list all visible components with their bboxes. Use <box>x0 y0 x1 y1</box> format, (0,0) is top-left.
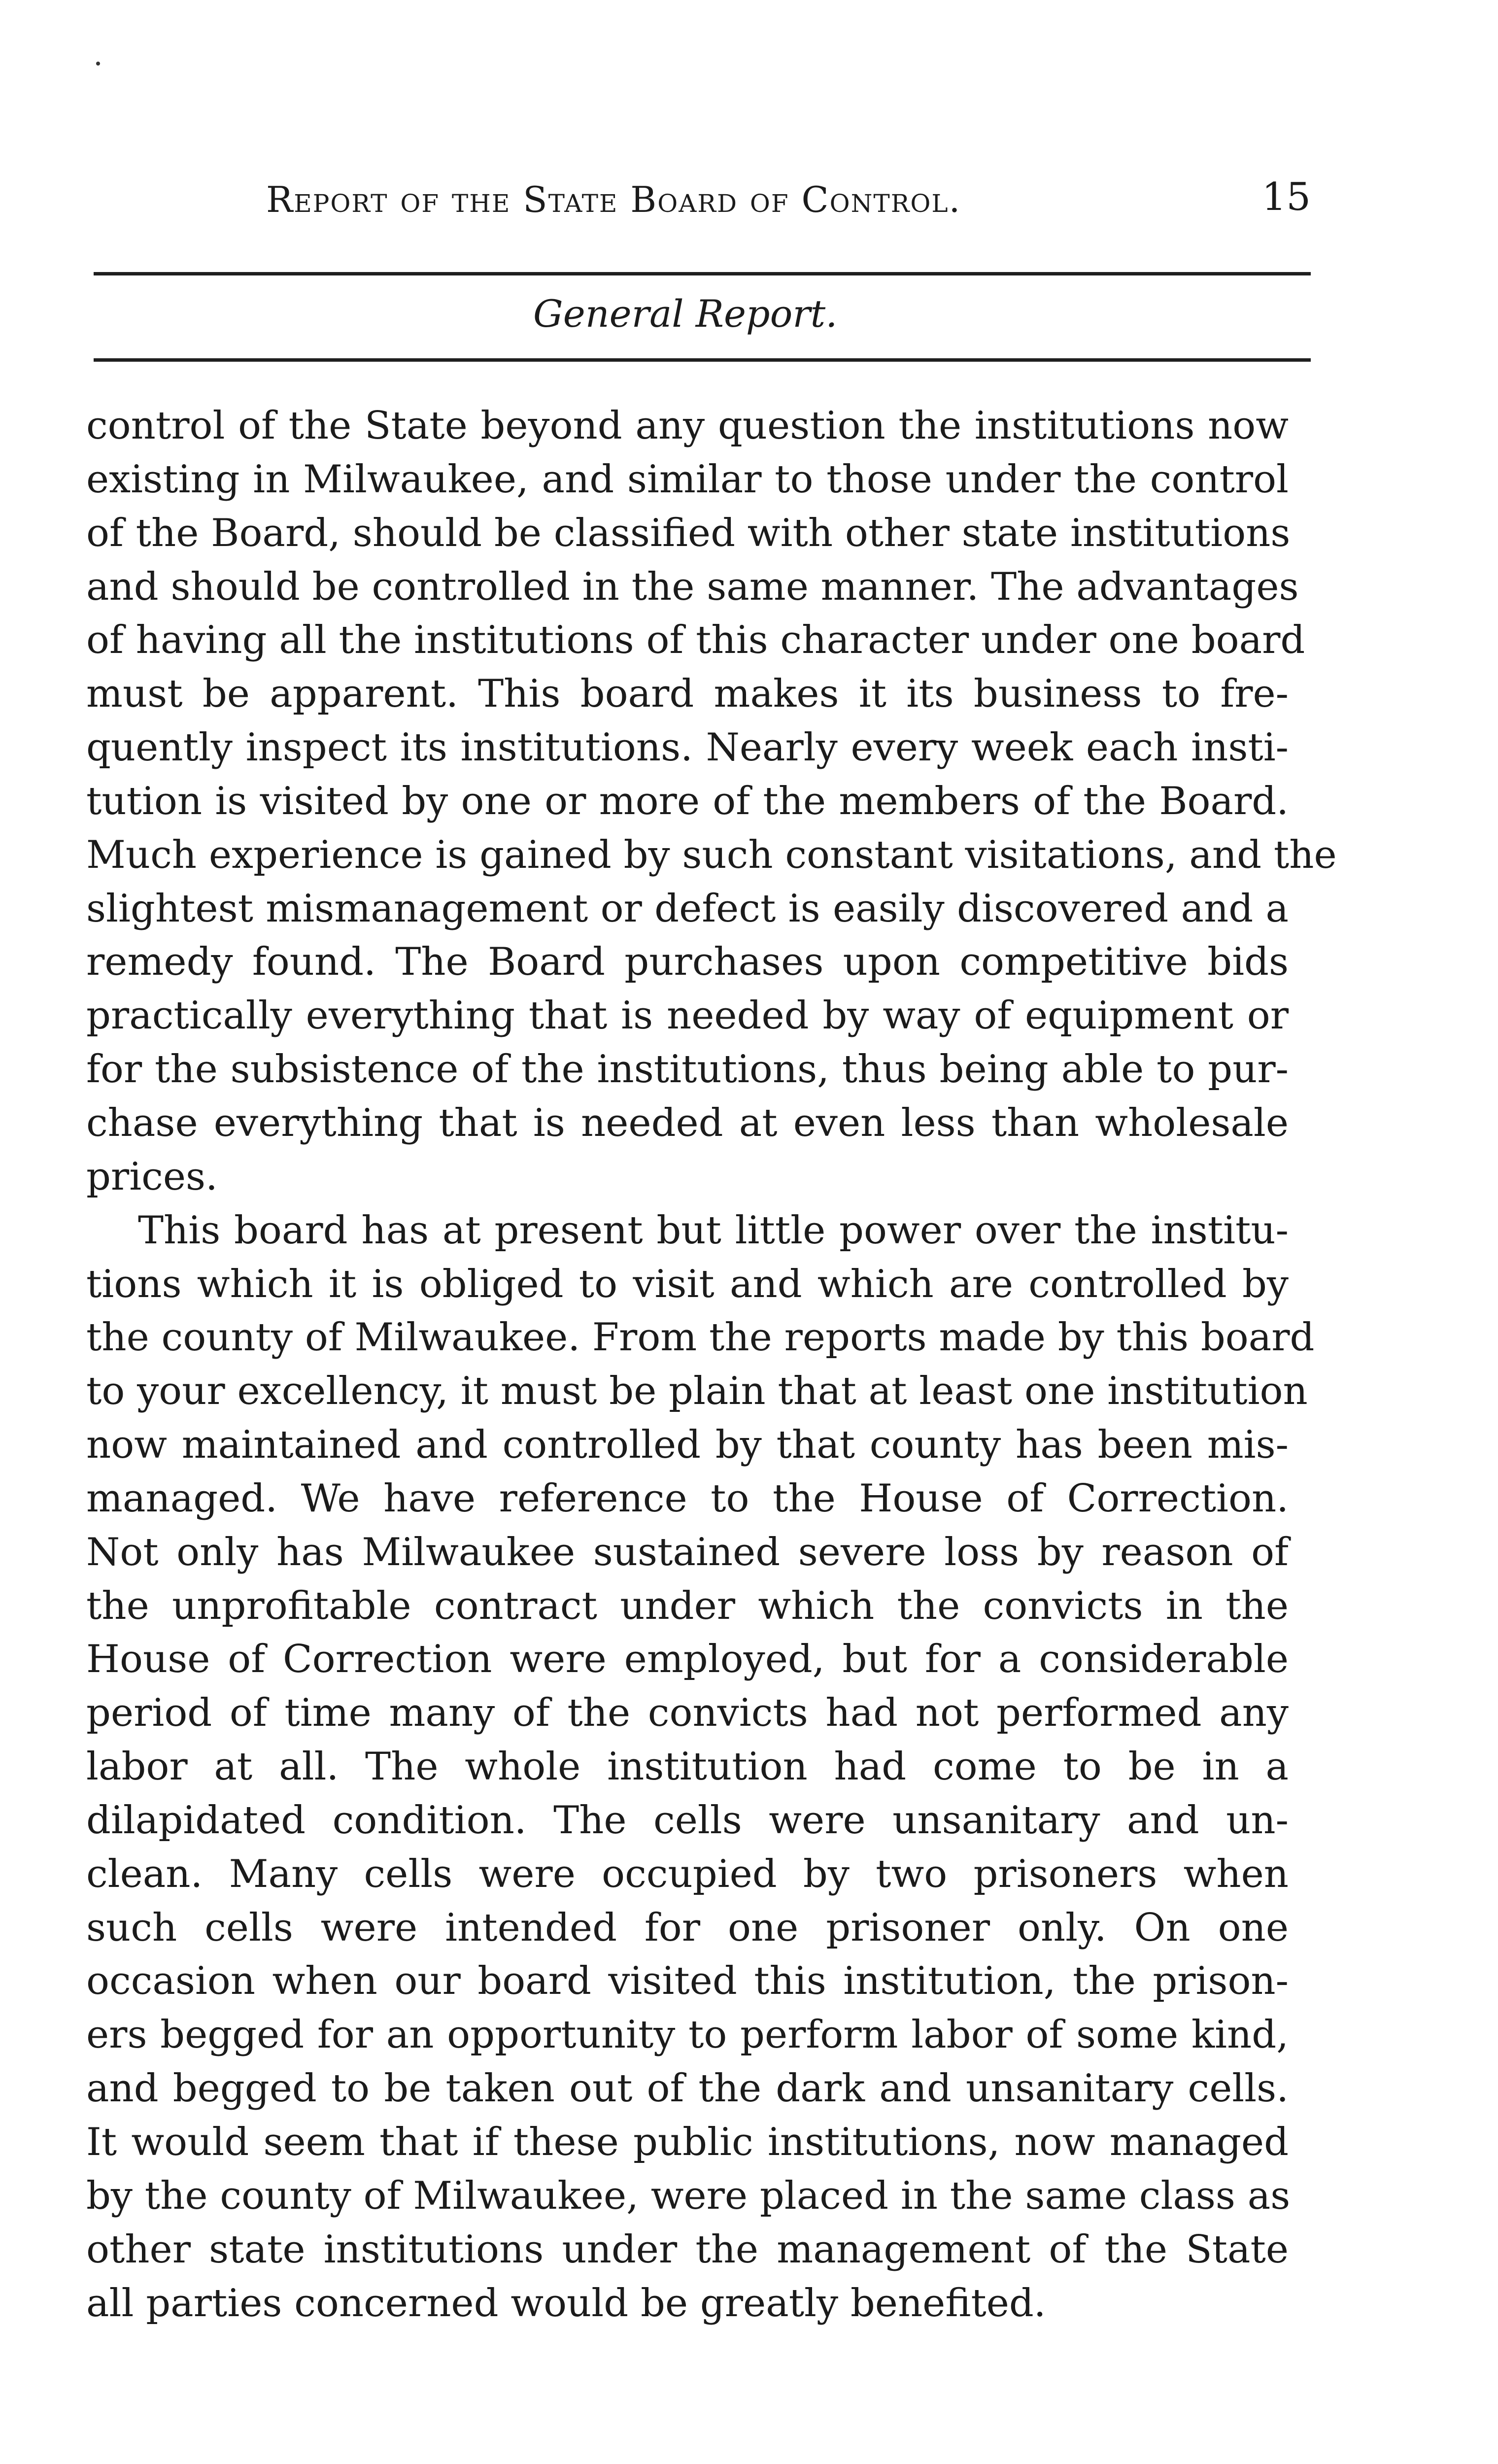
text-line: existing in Milwaukee, and similar to those under the control <box>86 457 1289 502</box>
text-line: clean. Many cells were occupied by two prisoners when <box>86 1851 1289 1896</box>
text-line: dilapidated condition. The cells were unsanitary and un- <box>86 1798 1289 1843</box>
text-line: such cells were intended for one prisoner only. On one <box>86 1905 1289 1950</box>
text-line: slightest mismanagement or defect is easily discovered and a <box>86 886 1289 931</box>
text-line: chase everything that is needed at even less than wholesale <box>86 1100 1289 1145</box>
text-line: all parties concerned would be greatly benefited. <box>86 2281 1046 2326</box>
text-line: now maintained and controlled by that county has been mis- <box>86 1423 1289 1468</box>
text-line: This board has at present but little power over the institu- <box>138 1208 1289 1253</box>
text-line: ers begged for an opportunity to perform labor of some kind, <box>86 2013 1289 2057</box>
paragraph-2 <box>86 1204 1315 2330</box>
text-line: the county of Milwaukee. From the reports made by this board <box>86 1315 1315 1360</box>
text-line: managed. We have reference to the House of Correction. <box>86 1476 1289 1521</box>
text-line: to your excellency, it must be plain that at least one institution <box>86 1369 1308 1414</box>
text-line: of having all the institutions of this character under one board <box>86 618 1305 663</box>
text-line: must be apparent. This board makes it its business to fre- <box>86 672 1289 717</box>
ink-speck <box>96 62 100 66</box>
text-line: tution is visited by one or more of the members of the Board. <box>86 779 1289 823</box>
text-line: practically everything that is needed by way of equipment or <box>86 993 1289 1038</box>
bottom-rule <box>94 358 1311 362</box>
text-line: It would seem that if these public institutions, now managed <box>86 2120 1289 2164</box>
text-line: for the subsistence of the institutions, thus being able to pur- <box>86 1047 1289 1092</box>
body-text <box>86 399 1337 2330</box>
text-line: by the county of Milwaukee, were placed in the same class as <box>86 2173 1291 2218</box>
running-title: Report of the State Board of Control. <box>266 179 961 220</box>
text-line: quently inspect its institutions. Nearly every week each insti- <box>86 725 1289 770</box>
section-label: General Report. <box>533 292 838 336</box>
text-line: occasion when our board visited this institution, the prison- <box>86 1959 1289 2004</box>
text-line: control of the State beyond any question the institutions now <box>86 404 1289 448</box>
text-line: remedy found. The Board purchases upon competitive bids <box>86 940 1289 985</box>
text-line: Not only has Milwaukee sustained severe loss by reason of <box>86 1530 1289 1574</box>
text-line: prices. <box>86 1154 218 1199</box>
text-line: and should be controlled in the same manner. The advantages <box>86 564 1299 609</box>
text-line: House of Correction were employed, but for a considerable <box>86 1637 1289 1682</box>
text-line: the unprofitable contract under which the convicts in the <box>86 1583 1289 1628</box>
page-number: 15 <box>1261 175 1311 219</box>
text-line: of the Board, should be classified with other state institutions <box>86 511 1291 555</box>
text-line: other state institutions under the management of the State <box>86 2227 1289 2272</box>
paragraph-1 <box>86 399 1337 1204</box>
running-head <box>266 175 1311 229</box>
text-line: and begged to be taken out of the dark and unsanitary cells. <box>86 2066 1289 2111</box>
text-line: Much experience is gained by such constant visitations, and the <box>86 832 1337 877</box>
text-line: period of time many of the convicts had not performed any <box>86 1691 1289 1736</box>
top-rule <box>94 272 1311 275</box>
text-line: tions which it is obliged to visit and which are controlled by <box>86 1262 1289 1306</box>
text-line: labor at all. The whole institution had come to be in a <box>86 1745 1289 1789</box>
